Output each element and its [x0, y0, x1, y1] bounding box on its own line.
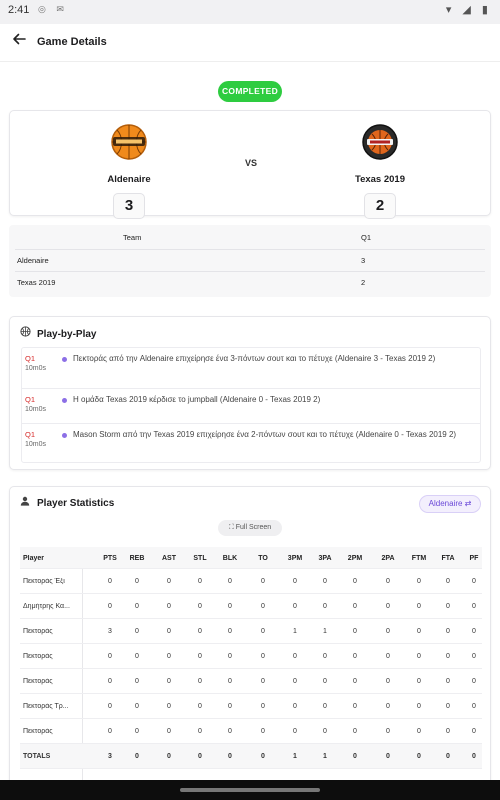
stat-stl: 0	[198, 753, 202, 760]
play-quarter: Q1	[25, 395, 36, 404]
team-filter-button[interactable]	[419, 495, 481, 513]
status-bar	[0, 0, 500, 24]
stats-player-row[interactable]	[20, 594, 482, 619]
stat-3pm: 1	[293, 753, 297, 760]
column-header-stl: STL	[193, 555, 207, 562]
stats-player-row[interactable]	[20, 694, 482, 719]
quarter-header-q1: Q1	[361, 233, 372, 242]
stat-stl: 0	[198, 628, 202, 635]
basketball-icon	[20, 326, 32, 340]
stat-ftm: 0	[417, 628, 421, 635]
play-dot-icon	[62, 433, 67, 438]
play-by-play-card	[9, 316, 491, 470]
stat-2pm: 0	[353, 728, 357, 735]
stat-3pa: 0	[323, 678, 327, 685]
stat-blk: 0	[228, 603, 232, 610]
stat-2pm: 0	[353, 678, 357, 685]
column-header-ftm: FTM	[411, 555, 427, 562]
quarter-row	[9, 249, 491, 271]
stat-stl: 0	[198, 653, 202, 660]
stat-fta: 0	[446, 753, 450, 760]
stat-3pa: 0	[323, 653, 327, 660]
player-name: Πεκτοράς	[23, 678, 53, 685]
game-status-badge: COMPLETED	[218, 81, 282, 102]
stats-player-row[interactable]	[20, 669, 482, 694]
stat-pf: 0	[472, 728, 476, 735]
stat-blk: 0	[228, 753, 232, 760]
app-bar	[0, 24, 500, 62]
score-card	[9, 110, 491, 216]
player-statistics-card	[9, 486, 491, 780]
stat-3pm: 1	[293, 628, 297, 635]
play-by-play-title: Play-by-Play	[37, 329, 97, 340]
stat-ast: 0	[167, 628, 171, 635]
stat-to: 0	[261, 628, 265, 635]
stat-3pa: 0	[323, 728, 327, 735]
stat-ftm: 0	[417, 603, 421, 610]
player-name: Δημήτρης Κα...	[23, 603, 70, 610]
column-header-2pm: 2PM	[347, 555, 363, 562]
home-team-score: 3	[113, 193, 145, 219]
navigation-bar	[0, 780, 500, 800]
stat-2pm: 0	[353, 578, 357, 585]
stat-ftm: 0	[417, 578, 421, 585]
stat-2pa: 0	[386, 728, 390, 735]
stat-ast: 0	[167, 703, 171, 710]
column-header-3pm: 3PM	[287, 555, 303, 562]
stat-pts: 0	[108, 678, 112, 685]
stat-pts: 0	[108, 703, 112, 710]
stat-reb: 0	[135, 703, 139, 710]
fullscreen-icon: ⛶	[228, 524, 234, 531]
stat-ast: 0	[167, 753, 171, 760]
quarter-row-team: Aldenaire	[17, 256, 49, 265]
column-header-pf: PF	[469, 555, 479, 562]
quarter-row-team: Texas 2019	[17, 278, 56, 287]
quarter-header-row	[9, 226, 491, 248]
stat-ast: 0	[167, 653, 171, 660]
stat-ast: 0	[167, 728, 171, 735]
stat-3pm: 0	[293, 728, 297, 735]
quarter-scores-table	[9, 225, 491, 297]
stats-player-row[interactable]	[20, 569, 482, 594]
quarter-row	[9, 271, 491, 293]
stat-blk: 0	[228, 728, 232, 735]
stat-pf: 0	[472, 653, 476, 660]
play-quarter: Q1	[25, 430, 36, 439]
stats-header-row	[20, 547, 482, 569]
stat-blk: 0	[228, 678, 232, 685]
stat-pf: 0	[472, 753, 476, 760]
player-name: TOTALS	[23, 753, 51, 760]
stat-to: 0	[261, 728, 265, 735]
away-team-score: 2	[364, 193, 396, 219]
stat-pts: 3	[108, 628, 112, 635]
stat-reb: 0	[135, 628, 139, 635]
stat-3pa: 1	[323, 628, 327, 635]
stats-player-row[interactable]	[20, 719, 482, 744]
fullscreen-label: Full Screen	[235, 524, 272, 531]
column-header-reb: REB	[129, 555, 145, 562]
play-time: 10m0s	[25, 441, 47, 448]
quarter-row-q1: 3	[361, 256, 366, 265]
stat-ast: 0	[167, 678, 171, 685]
play-by-play-header	[20, 326, 96, 340]
stat-to: 0	[261, 678, 265, 685]
stat-blk: 0	[228, 628, 232, 635]
stat-reb: 0	[135, 728, 139, 735]
stat-2pm: 0	[353, 703, 357, 710]
stat-fta: 0	[446, 628, 450, 635]
play-item[interactable]	[22, 389, 480, 424]
swap-icon: ⇄	[464, 499, 472, 508]
stat-2pa: 0	[386, 753, 390, 760]
play-dot-icon	[62, 398, 67, 403]
status-time: 2:41	[8, 4, 30, 16]
stat-ftm: 0	[417, 678, 421, 685]
column-header-pts: PTS	[103, 555, 117, 562]
system-icons: ▾ ◢ ▮	[445, 4, 492, 16]
stat-blk: 0	[228, 703, 232, 710]
player-stats-table[interactable]	[20, 547, 482, 780]
person-icon	[20, 496, 32, 509]
play-text: Η ομάδα Texas 2019 κέρδισε το jumpball (Aldenaire 0 - Texas 2019 2)	[73, 395, 321, 404]
stat-pf: 0	[472, 603, 476, 610]
stat-2pa: 0	[386, 628, 390, 635]
stat-pf: 0	[472, 678, 476, 685]
play-dot-icon	[62, 357, 67, 362]
stat-3pa: 1	[323, 753, 327, 760]
stat-pf: 0	[472, 628, 476, 635]
stat-fta: 0	[446, 578, 450, 585]
team-filter-label: Aldenaire	[428, 499, 463, 508]
stat-stl: 0	[198, 603, 202, 610]
stat-fta: 0	[446, 653, 450, 660]
away-team-name: Texas 2019	[354, 174, 405, 185]
stat-3pm: 0	[293, 703, 297, 710]
stat-stl: 0	[198, 678, 202, 685]
player-statistics-title: Player Statistics	[37, 498, 115, 509]
vs-label: VS	[244, 158, 257, 168]
stat-3pa: 0	[323, 578, 327, 585]
stat-stl: 0	[198, 578, 202, 585]
away-team[interactable]	[320, 121, 440, 219]
play-text: Πεκτοράς από την Aldenaire επιχείρησε ένα 3-πόντων σουτ και το πέτυχε (Aldenaire 3 - Texas 2019 2)	[73, 354, 436, 363]
stat-to: 0	[261, 703, 265, 710]
stats-player-row[interactable]	[20, 619, 482, 644]
stat-3pa: 0	[323, 703, 327, 710]
play-time: 10m0s	[25, 406, 47, 413]
player-name: Πεκτοράς Τρ...	[23, 703, 69, 710]
notification-icons: ◎ ✉	[38, 4, 68, 14]
player-name: Πεκτοράς	[23, 653, 53, 660]
stats-player-row[interactable]	[20, 644, 482, 669]
stat-2pa: 0	[386, 678, 390, 685]
stat-2pm: 0	[353, 653, 357, 660]
stat-reb: 0	[135, 753, 139, 760]
stat-pts: 0	[108, 728, 112, 735]
stat-ast: 0	[167, 603, 171, 610]
stat-2pm: 0	[353, 753, 357, 760]
arrow-back-icon[interactable]	[12, 32, 26, 51]
stat-fta: 0	[446, 728, 450, 735]
stat-pts: 0	[108, 603, 112, 610]
stat-stl: 0	[198, 728, 202, 735]
stats-total-row[interactable]	[20, 744, 482, 769]
stat-2pm: 0	[353, 603, 357, 610]
stat-3pm: 0	[293, 678, 297, 685]
player-name: Πεκτοράς	[23, 628, 53, 635]
stat-pts: 3	[108, 753, 112, 760]
stat-2pa: 0	[386, 603, 390, 610]
stat-to: 0	[261, 753, 265, 760]
play-item[interactable]	[22, 348, 480, 389]
column-header-2pa: 2PA	[381, 555, 395, 562]
quarter-header-team: Team	[123, 233, 142, 242]
stat-pf: 0	[472, 578, 476, 585]
player-statistics-header	[20, 496, 114, 509]
stat-reb: 0	[135, 578, 139, 585]
stat-ftm: 0	[417, 703, 421, 710]
column-header-blk: BLK	[222, 555, 238, 562]
play-by-play-list[interactable]	[21, 347, 481, 463]
stat-to: 0	[261, 653, 265, 660]
stat-2pm: 0	[353, 628, 357, 635]
stat-fta: 0	[446, 703, 450, 710]
home-team-name: Aldenaire	[107, 174, 151, 185]
play-quarter: Q1	[25, 354, 36, 363]
column-header-ast: AST	[162, 555, 176, 562]
stat-stl: 0	[198, 703, 202, 710]
play-text: Mason Storm από την Texas 2019 επιχείρησε ένα 2-πόντων σουτ και το πέτυχε (Aldenaire 0 - Texas 2019 2)	[73, 430, 457, 439]
page-title: Game Details	[37, 36, 107, 48]
stat-2pa: 0	[386, 578, 390, 585]
stat-ast: 0	[167, 578, 171, 585]
stat-fta: 0	[446, 678, 450, 685]
stat-3pm: 0	[293, 578, 297, 585]
quarter-row-q1: 2	[361, 278, 366, 287]
column-header-fta: FTA	[441, 555, 455, 562]
stat-reb: 0	[135, 678, 139, 685]
stat-ftm: 0	[417, 753, 421, 760]
away-team-logo-icon	[361, 123, 399, 161]
game-details-content[interactable]	[0, 62, 500, 780]
stat-pts: 0	[108, 653, 112, 660]
column-header-3pa: 3PA	[318, 555, 332, 562]
stat-fta: 0	[446, 603, 450, 610]
stat-to: 0	[261, 578, 265, 585]
stat-pts: 0	[108, 578, 112, 585]
stat-ftm: 0	[417, 653, 421, 660]
stat-reb: 0	[135, 653, 139, 660]
stat-3pa: 0	[323, 603, 327, 610]
stat-reb: 0	[135, 603, 139, 610]
column-header-player: Player	[23, 555, 45, 562]
column-header-to: TO	[258, 555, 268, 562]
play-time: 10m0s	[25, 365, 47, 372]
home-team-logo-icon	[110, 123, 148, 161]
stat-pf: 0	[472, 703, 476, 710]
fullscreen-button[interactable]	[218, 520, 282, 536]
player-name: Πεκτοράς	[23, 728, 53, 735]
home-gesture-handle[interactable]	[180, 788, 320, 792]
stat-ftm: 0	[417, 728, 421, 735]
home-team[interactable]	[69, 121, 189, 219]
stat-blk: 0	[228, 578, 232, 585]
stat-blk: 0	[228, 653, 232, 660]
stat-3pm: 0	[293, 603, 297, 610]
stat-2pa: 0	[386, 653, 390, 660]
stat-to: 0	[261, 603, 265, 610]
player-name: Πεκτοράς Έξι	[23, 578, 65, 585]
stat-2pa: 0	[386, 703, 390, 710]
play-item[interactable]	[22, 424, 480, 463]
stat-3pm: 0	[293, 653, 297, 660]
